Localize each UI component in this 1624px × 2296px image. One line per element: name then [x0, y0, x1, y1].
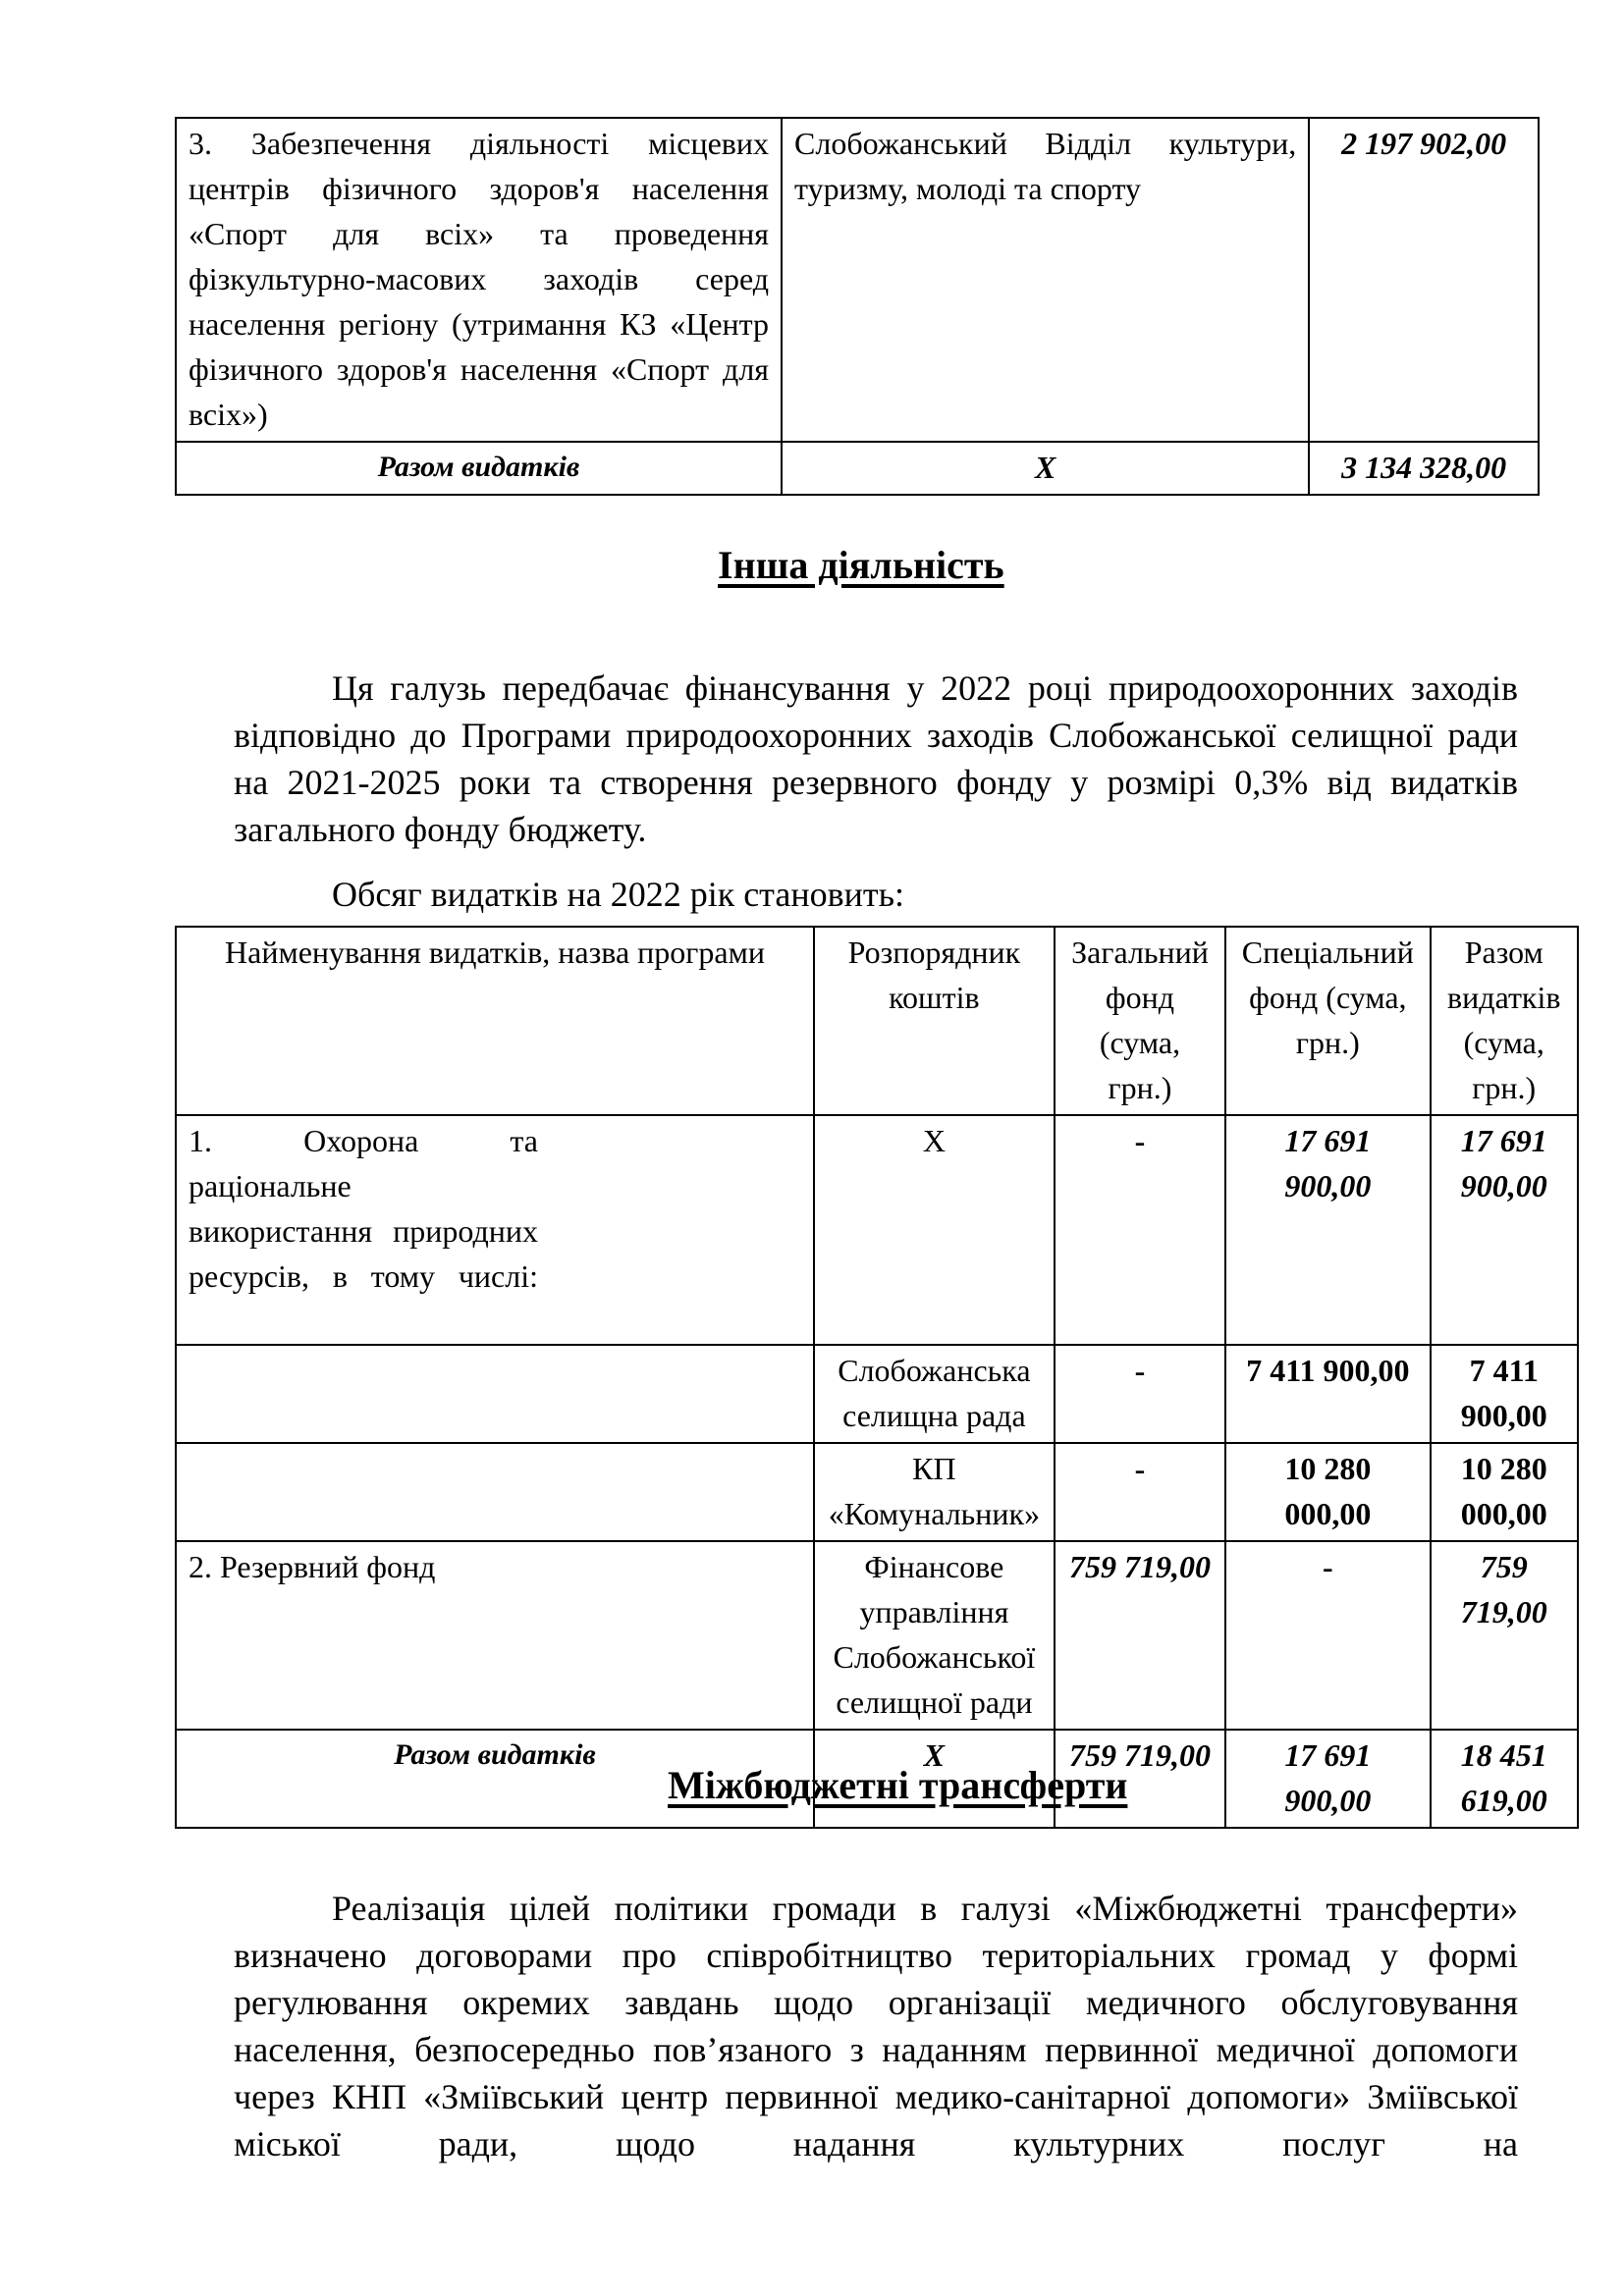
- table-header-row: [176, 927, 1578, 1115]
- table-total-special: 17 691 900,00: [1225, 1730, 1430, 1828]
- table-cell-general: -: [1055, 1115, 1225, 1345]
- table-cell-name: [176, 1345, 814, 1443]
- table-cell-manager: Фінансове управління Слобожанської селищної ради: [814, 1541, 1055, 1730]
- expenses-table-other: [175, 926, 1579, 1829]
- section-paragraph-other-activity: Ця галузь передбачає фінансування у 2022 році природоохоронних заходів відповідно до Програми природоохоронних заходів Слобожанської селищної ради на 2021-2025 роки та створення резервного фонду у розмірі 0,3% від видатків загального фонду бюджету.: [234, 668, 1518, 849]
- table-total-amount: 3 134 328,00: [1309, 442, 1539, 495]
- header-special-fund: Спеціальний фонд (сума, грн.): [1225, 927, 1430, 1115]
- header-name: Найменування видатків, назва програми: [176, 927, 814, 1115]
- table-cell-name: [176, 1115, 814, 1345]
- table-cell-general: 759 719,00: [1055, 1541, 1225, 1730]
- header-general-fund: Загальний фонд (сума, грн.): [1055, 927, 1225, 1115]
- volume-intro-line: Обсяг видатків на 2022 рік становить:: [332, 875, 905, 914]
- table-cell-name: 2. Резервний фонд: [176, 1541, 814, 1730]
- section-heading-other-activity: Інша діяльність: [718, 543, 1004, 587]
- table-cell-name: 3. Забезпечення діяльності місцевих центрів фізичного здоров'я населення «Спорт для всіх» та проведення фізкультурно-масових заходів серед населення регіону (утримання КЗ «Центр фізичного здоров'я населення «Спорт для всіх»): [176, 118, 782, 442]
- table-cell-total: 17 691 900,00: [1431, 1115, 1578, 1345]
- table-cell-special: -: [1225, 1541, 1430, 1730]
- table-total-manager: Х: [814, 1730, 1055, 1828]
- header-manager: Розпорядник коштів: [814, 927, 1055, 1115]
- table-cell-general: -: [1055, 1443, 1225, 1541]
- row1-name: 1. Охорона та раціональне використання природних ресурсів, в тому числі:: [189, 1123, 538, 1294]
- table-row: [176, 1541, 1578, 1730]
- table-cell-amount: 2 197 902,00: [1309, 118, 1539, 442]
- table-total-total: 18 451 619,00: [1431, 1730, 1578, 1828]
- table-row: [176, 1443, 1578, 1541]
- table-cell-special: 7 411 900,00: [1225, 1345, 1430, 1443]
- table-cell-manager: Х: [814, 1115, 1055, 1345]
- table-total-label: Разом видатків: [176, 442, 782, 495]
- table-row: [176, 1115, 1578, 1345]
- header-total: Разом видатків (сума, грн.): [1431, 927, 1578, 1115]
- table-cell-name: [176, 1443, 814, 1541]
- table-cell-manager: КП «Комунальник»: [814, 1443, 1055, 1541]
- table-cell-manager: Слобожанський Відділ культури, туризму, молоді та спорту: [782, 118, 1309, 442]
- table-cell-total: 759 719,00: [1431, 1541, 1578, 1730]
- table-total-manager: Х: [782, 442, 1309, 495]
- table-row: [176, 1345, 1578, 1443]
- expenses-table-sport: [175, 117, 1540, 496]
- table-total-row: [176, 442, 1539, 495]
- table-row: [176, 118, 1539, 442]
- table-cell-general: -: [1055, 1345, 1225, 1443]
- table-cell-total: 10 280 000,00: [1431, 1443, 1578, 1541]
- table-total-general: 759 719,00: [1055, 1730, 1225, 1828]
- table-cell-total: 7 411 900,00: [1431, 1345, 1578, 1443]
- table-cell-special: 10 280 000,00: [1225, 1443, 1430, 1541]
- table-cell-special: 17 691 900,00: [1225, 1115, 1430, 1345]
- section-heading-transfers: Міжбюджетні трансферти: [668, 1763, 1128, 1807]
- table-cell-manager: Слобожанська селищна рада: [814, 1345, 1055, 1443]
- table-total-label: Разом видатків: [176, 1730, 814, 1828]
- section-paragraph-transfers: Реалізація цілей політики громади в галузі «Міжбюджетні трансферти» визначено договорами про співробітництво територіальних громад у формі регулювання окремих завдань щодо організації медичного обслуговування населення, безпосередньо пов’язаного з наданням первинної медичної допомоги через КНП «Зміївський центр первинної медико-санітарної допомоги» Зміївської міської ради, щодо надання культурних послуг на: [234, 1889, 1518, 2163]
